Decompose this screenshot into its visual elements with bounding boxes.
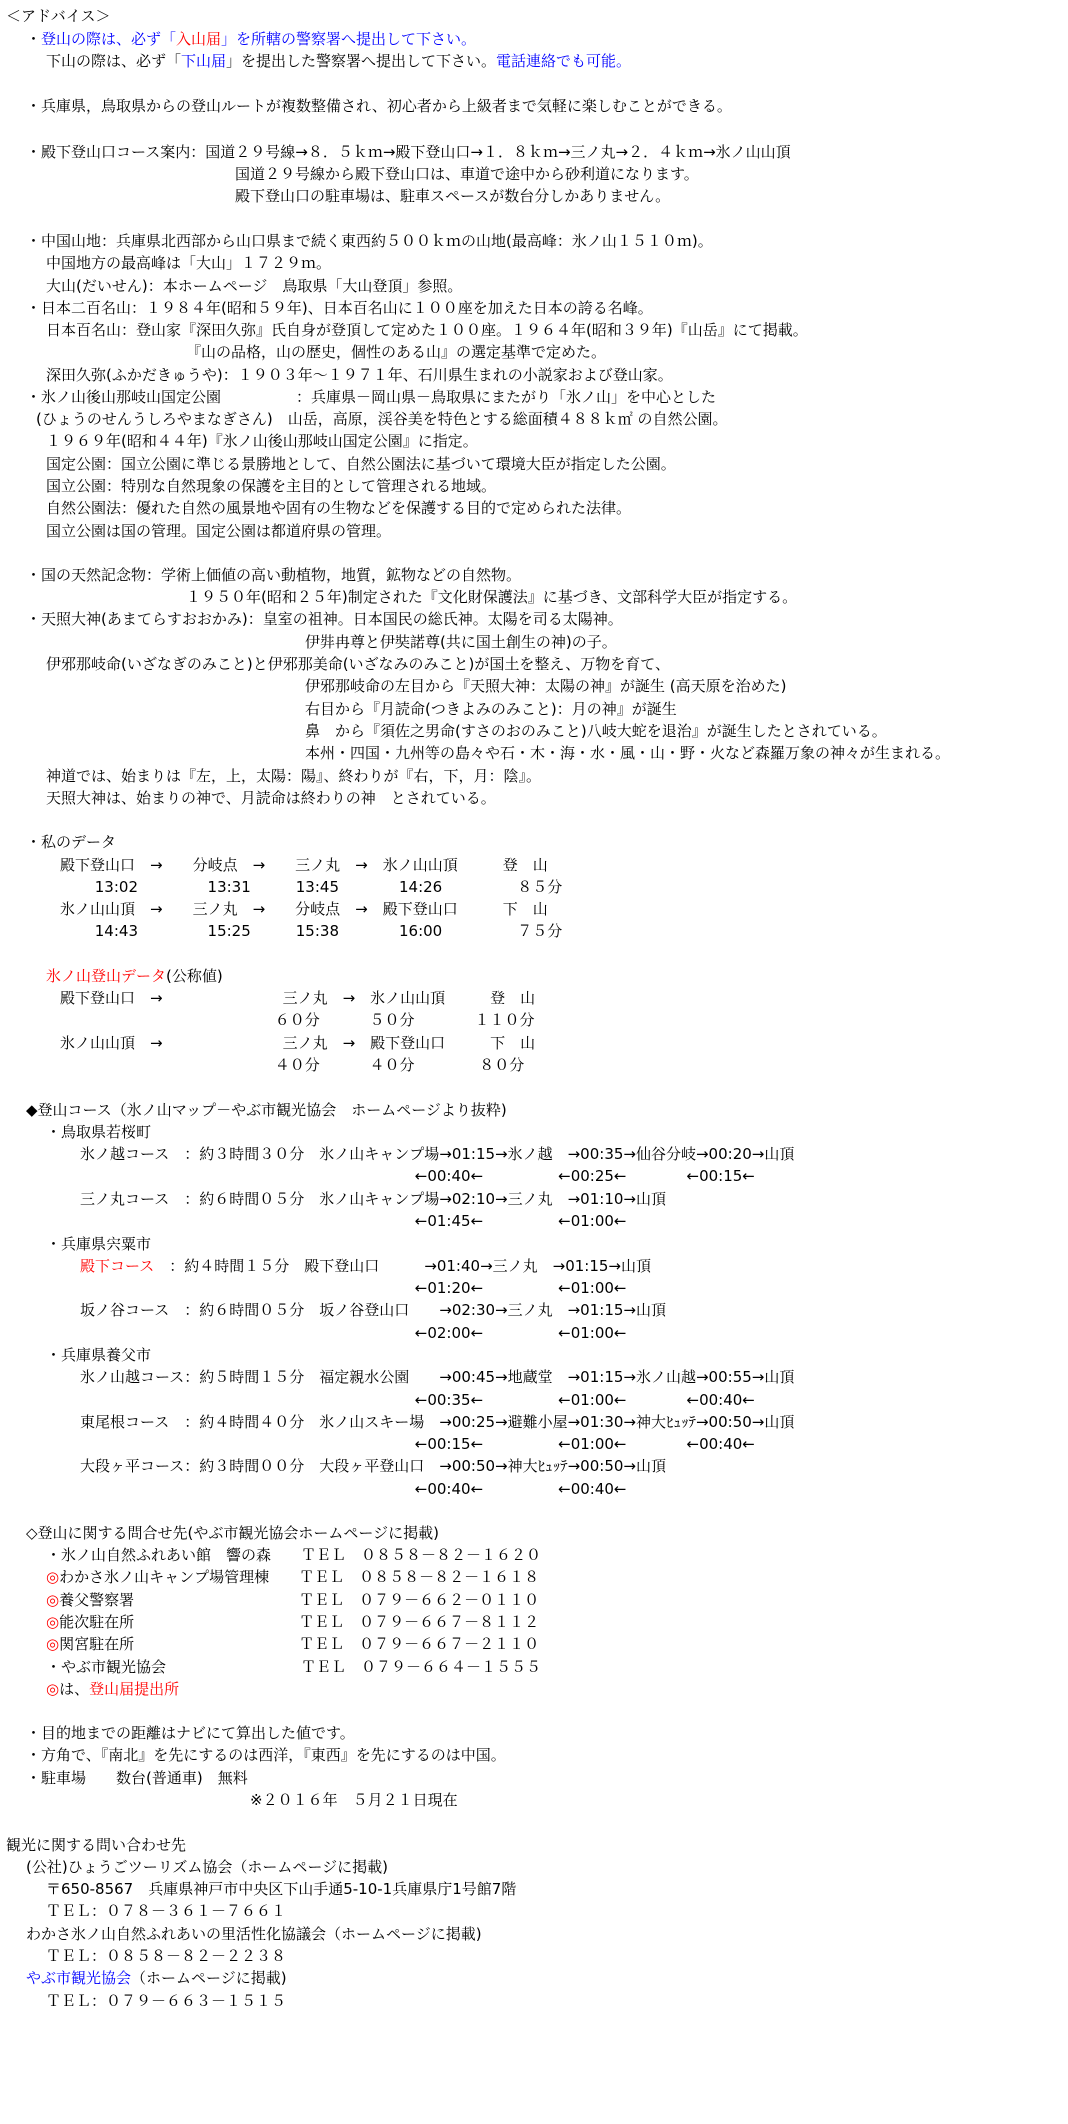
- text-line: [46, 766, 541, 786]
- text-line: [46, 1345, 151, 1365]
- text-segment: 電話連絡でも可能。: [496, 52, 632, 70]
- double-circle-mark-icon: ◎: [46, 1635, 60, 1653]
- text-segment: 伊邪那岐命(いざなぎのみこと)と伊邪那美命(いざなみのみこと)が国土を整え、万物を育て、: [46, 655, 671, 673]
- text-line: [305, 743, 950, 763]
- text-segment: 能次駐在所 ＴＥＬ ０７９－６６７－８１１２: [59, 1613, 540, 1631]
- text-segment: ←00:40← ←00:25← ←00:15←: [80, 1167, 755, 1185]
- text-segment: （ホームページに掲載): [131, 1969, 287, 1987]
- text-segment: ６０分 ５０分 １１０分: [60, 1011, 535, 1029]
- text-line: [80, 1189, 666, 1209]
- text-line: [26, 96, 732, 116]
- text-line: [46, 1657, 541, 1677]
- text-segment: 氷ノ山山頂 → 三ノ丸 → 分岐点 → 殿下登山口 下 山: [60, 900, 548, 918]
- text-segment: ←00:40← ←00:40←: [80, 1480, 627, 1498]
- text-line: [46, 498, 631, 518]
- text-segment: ・天照大神(あまてらすおおかみ)：皇室の祖神。日本国民の総氏神。太陽を司る太陽神。: [26, 610, 623, 628]
- text-segment: 入山届: [176, 30, 222, 48]
- text-segment: ・兵庫県，鳥取県からの登山ルートが複数整備され、初心者から上級者まで気軽に楽しむことができる。: [26, 97, 732, 115]
- double-circle-mark-icon: ◎: [46, 1591, 60, 1609]
- text-line: [80, 1434, 755, 1454]
- text-line: [60, 988, 535, 1008]
- text-segment: 自然公園法：優れた自然の風景地や固有の生物などを保護する目的で定められた法律。: [46, 499, 632, 517]
- text-segment: 殿下登山口の駐車場は、駐車スペースが数台分しかありません。: [235, 187, 671, 205]
- text-segment: 三ノ丸コース ：約６時間０５分 氷ノ山キャンプ場→02:10→三ノ丸 →01:10→山頂: [80, 1190, 666, 1208]
- text-line: [46, 51, 631, 71]
- text-segment: ◇登山に関する問合せ先(やぶ市観光協会ホームページに掲載): [26, 1524, 439, 1542]
- text-segment: 『山の品格，山の歴史，個性のある山』の選定基準で定めた。: [186, 343, 607, 361]
- text-segment: 下山の際は、必ず「: [46, 52, 182, 70]
- text-line: [250, 1790, 458, 1810]
- text-line: [46, 1612, 539, 1632]
- text-segment: 天照大神は、始まりの神で、月読命は終わりの神 とされている。: [46, 789, 496, 807]
- text-segment: 伊弉冉尊と伊奘諾尊(共に国土創生の神)の子。: [305, 633, 617, 651]
- text-line: [26, 1100, 507, 1120]
- text-line: [26, 298, 653, 318]
- text-line: [26, 1768, 248, 1788]
- text-line: [80, 1300, 666, 1320]
- text-line: [26, 1723, 355, 1743]
- text-segment: 右目から『月読命(つきよみのみこと)：月の神』が誕生: [305, 700, 677, 718]
- text-segment: ←00:35← ←01:00← ←00:40←: [80, 1391, 755, 1409]
- text-segment: 伊邪那岐命の左目から『天照大神：太陽の神』が誕生 (高天原を治めた): [305, 677, 787, 695]
- text-segment: ：約４時間１５分 殿下登山口 →01:40→三ノ丸 →01:15→山頂: [154, 1257, 651, 1275]
- text-segment: ・中国山地：兵庫県北西部から山口県まで続く東西約５００ｋｍの山地(最高峰：氷ノ山１５１０ｍ)。: [26, 232, 713, 250]
- text-line: [26, 1523, 439, 1543]
- text-segment: ←02:00← ←01:00←: [80, 1324, 627, 1342]
- text-segment: 氷ノ山越コース：約５時間１５分 福定親水公園 →00:45→地蔵堂 →01:15→氷ノ山越→00:55→山頂: [80, 1368, 795, 1386]
- text-segment: ＜アドバイス＞: [6, 7, 111, 25]
- text-segment: ・氷ノ山自然ふれあい館 響の森 ＴＥＬ ０８５８－８２－１６２０: [46, 1546, 542, 1564]
- text-line: [80, 1367, 794, 1387]
- text-segment: １９６９年(昭和４４年)『氷ノ山後山那岐山国定公園』に指定。: [46, 432, 478, 450]
- text-line: [60, 1033, 535, 1053]
- text-line: [235, 186, 670, 206]
- text-segment: わかさ氷ノ山自然ふれあいの里活性化協議会（ホームページに掲載): [26, 1925, 482, 1943]
- text-line: [80, 1456, 666, 1476]
- text-segment: ・兵庫県宍粟市: [46, 1235, 152, 1253]
- double-circle-mark-icon: ◎: [46, 1680, 60, 1698]
- text-line: [46, 476, 496, 496]
- text-segment: 殿下登山口 → 分岐点 → 三ノ丸 → 氷ノ山山頂 登 山: [60, 856, 548, 874]
- text-segment: ←01:20← ←01:00←: [80, 1279, 627, 1297]
- text-segment: １９５０年(昭和２５年)制定された『文化財保護法』に基づき、文部科学大臣が指定する。: [186, 588, 798, 606]
- text-line: [60, 921, 562, 941]
- text-segment: 殿下コース: [80, 1257, 155, 1275]
- text-line: [46, 320, 808, 340]
- text-segment: ・方角で、『南北』を先にするのは西洋，『東西』を先にするのは中国。: [26, 1746, 506, 1764]
- text-line: [80, 1390, 755, 1410]
- text-segment: 氷ノ越コース ：約３時間３０分 氷ノ山キャンプ場→01:15→氷ノ越 →00:35→仙谷分岐→00:20→山頂: [80, 1145, 795, 1163]
- text-segment: 日本百名山：登山家『深田久弥』氏自身が登頂して定めた１００座。１９６４年(昭和３９年)『山岳』にて掲載。: [46, 321, 808, 339]
- text-segment: ◆登山コース（氷ノ山マップ－やぶ市観光協会 ホームページより抜粋): [26, 1101, 507, 1119]
- text-line: [26, 387, 716, 407]
- text-segment: 登山届提出所: [89, 1680, 180, 1698]
- text-line: [26, 832, 116, 852]
- text-segment: 関宮駐在所 ＴＥＬ ０７９－６６７－２１１０: [59, 1635, 540, 1653]
- text-line: [46, 1545, 541, 1565]
- text-line: [26, 231, 713, 251]
- text-segment: ＴＥＬ：０７８－３６１－７６６１: [46, 1902, 287, 1920]
- text-line: [46, 1122, 151, 1142]
- text-segment: (公称値): [166, 967, 223, 985]
- text-line: [80, 1479, 627, 1499]
- text-segment: 坂ノ谷コース ：約６時間０５分 坂ノ谷登山口 →02:30→三ノ丸 →01:15→山頂: [80, 1301, 666, 1319]
- text-segment: 14:43 15:25 15:38 16:00 ７５分: [60, 922, 563, 940]
- text-line: [60, 1010, 535, 1030]
- text-segment: 〒650-8567 兵庫県神戸市中央区下山手通5-10-1兵庫県庁1号館7階: [46, 1880, 517, 1898]
- text-line: [305, 721, 887, 741]
- text-line: [26, 565, 521, 585]
- text-segment: 国道２９号線から殿下登山口は、車道で途中から砂利道になります。: [235, 165, 699, 183]
- text-line: [80, 1323, 627, 1343]
- text-line: [46, 1946, 286, 1966]
- text-line: [60, 899, 548, 919]
- text-line: [46, 1234, 151, 1254]
- text-line: [46, 788, 496, 808]
- text-segment: ←01:45← ←01:00←: [80, 1212, 627, 1230]
- text-segment: 国定公園：国立公園に準じる景勝地として、自然公園法に基づいて環境大臣が指定した公園。: [46, 455, 676, 473]
- text-line: [80, 1144, 794, 1164]
- text-line: [46, 1901, 286, 1921]
- text-line: [60, 1055, 524, 1075]
- text-segment: 大山(だいせん)：本ホームページ 鳥取県「大山登頂」参照。: [46, 277, 463, 295]
- text-segment: わかさ氷ノ山キャンプ場管理棟 ＴＥＬ ０８５８－８２－１６１８: [59, 1568, 540, 1586]
- text-segment: ＴＥＬ：０７９－６６３－１５１５: [46, 1992, 287, 2010]
- text-segment: ・兵庫県養父市: [46, 1346, 152, 1364]
- text-segment: 登山の際は、必ず「: [41, 30, 177, 48]
- text-segment: 東尾根コース ：約４時間４０分 氷ノ山スキー場 →00:25→避難小屋→01:30→神大ﾋｭｯﾃ→00:50→山頂: [80, 1413, 795, 1431]
- text-segment: 養父警察署 ＴＥＬ ０７９－６６２－０１１０: [59, 1591, 540, 1609]
- text-segment: ・やぶ市観光協会 ＴＥＬ ０７９－６６４－１５５５: [46, 1658, 542, 1676]
- text-line: [36, 409, 727, 429]
- text-segment: ・氷ノ山後山那岐山国定公園 ：兵庫県－岡山県－鳥取県にまたがり「氷ノ山」を中心とした: [26, 388, 717, 406]
- text-segment: 」を提出した警察署へ提出して下さい。: [226, 52, 497, 70]
- text-line: [46, 1991, 286, 2011]
- text-segment: 13:02 13:31 13:45 14:26 ８５分: [60, 878, 563, 896]
- text-line: [186, 587, 797, 607]
- text-segment: 鼻 から『須佐之男命(すさのおのみこと)八岐大蛇を退治』が誕生したとされている。: [305, 722, 887, 740]
- text-line: [46, 454, 676, 474]
- text-line: [80, 1211, 627, 1231]
- text-segment: ※２０１６年 ５月２１日現在: [250, 1791, 458, 1809]
- text-segment: 国立公園は国の管理。国定公園は都道府県の管理。: [46, 522, 392, 540]
- text-line: [26, 609, 623, 629]
- text-line: [46, 1634, 539, 1654]
- double-circle-mark-icon: ◎: [46, 1568, 60, 1586]
- text-segment: やぶ市観光協会: [26, 1969, 132, 1987]
- text-line: [26, 29, 476, 49]
- text-segment: ・日本二百名山：１９８４年(昭和５９年)、日本百名山に１００座を加えた日本の誇る名峰。: [26, 299, 653, 317]
- text-line: [305, 699, 677, 719]
- text-segment: 」を所轄の警察署へ提出して下さい。: [221, 30, 477, 48]
- text-line: [46, 1679, 179, 1699]
- text-line: [60, 855, 548, 875]
- text-line: [46, 253, 331, 273]
- text-line: [305, 676, 786, 696]
- text-line: [46, 276, 462, 296]
- text-line: [46, 521, 391, 541]
- text-segment: 深田久弥(ふかだきゅうや)：１９０３年～１９７１年、石川県生まれの小説家および登山家。: [46, 366, 673, 384]
- text-segment: は、: [59, 1680, 90, 1698]
- text-segment: ＴＥＬ：０８５８－８２－２２３８: [46, 1947, 287, 1965]
- text-segment: 氷ノ山山頂 → 三ノ丸 → 殿下登山口 下 山: [60, 1034, 536, 1052]
- text-segment: 氷ノ山登山データ: [46, 967, 167, 985]
- text-segment: ・殿下登山口コース案内：国道２９号線→８．５ｋｍ→殿下登山口→１．８ｋｍ→三ノ丸→２．４ｋｍ→氷ノ山山頂: [26, 143, 791, 161]
- text-line: [305, 632, 617, 652]
- text-segment: ４０分 ４０分 ８０分: [60, 1056, 525, 1074]
- text-segment: ・鳥取県若桜町: [46, 1123, 152, 1141]
- text-line: [6, 6, 111, 26]
- text-segment: 中国地方の最高峰は「大山」１７２９ｍ。: [46, 254, 332, 272]
- text-line: [6, 1835, 186, 1855]
- text-line: [26, 1857, 388, 1877]
- text-line: [46, 431, 478, 451]
- text-segment: ←00:15← ←01:00← ←00:40←: [80, 1435, 755, 1453]
- text-line: [235, 164, 699, 184]
- text-line: [60, 877, 562, 897]
- text-segment: 殿下登山口 → 三ノ丸 → 氷ノ山山頂 登 山: [60, 989, 536, 1007]
- text-line: [26, 1924, 482, 1944]
- text-segment: ・: [26, 30, 42, 48]
- text-line: [46, 1879, 516, 1899]
- text-segment: (公社)ひょうごツーリズム協会（ホームページに掲載): [26, 1858, 388, 1876]
- text-line: [80, 1256, 651, 1276]
- text-line: [80, 1278, 627, 1298]
- text-line: [186, 342, 606, 362]
- text-line: [26, 1968, 287, 1988]
- text-line: [46, 654, 670, 674]
- text-line: [26, 1745, 506, 1765]
- text-segment: ・国の天然記念物：学術上価値の高い動植物，地質，鉱物などの自然物。: [26, 566, 522, 584]
- text-line: [46, 966, 223, 986]
- double-circle-mark-icon: ◎: [46, 1613, 60, 1631]
- text-line: [26, 142, 791, 162]
- text-line: [80, 1166, 755, 1186]
- text-segment: 国立公園：特別な自然現象の保護を主目的として管理される地域。: [46, 477, 497, 495]
- text-line: [46, 1590, 539, 1610]
- text-line: [46, 1567, 539, 1587]
- text-segment: (ひょうのせんうしろやまなぎさん) 山岳，高原，渓谷美を特色とする総面積４８８ｋ㎡ の自然公園。: [36, 410, 728, 428]
- text-segment: 本州・四国・九州等の島々や石・木・海・水・風・山・野・火など森羅万象の神々が生まれる。: [305, 744, 951, 762]
- text-line: [80, 1412, 794, 1432]
- text-segment: 下山届: [181, 52, 227, 70]
- text-segment: 大段ヶ平コース：約３時間００分 大段ヶ平登山口 →00:50→神大ﾋｭｯﾃ→00:50→山頂: [80, 1457, 666, 1475]
- text-line: [46, 365, 673, 385]
- text-segment: ・私のデータ: [26, 833, 117, 851]
- text-segment: 神道では、始まりは『左，上，太陽：陽』、終わりが『右，下，月：陰』。: [46, 767, 542, 785]
- text-segment: ・駐車場 数台(普通車) 無料: [26, 1769, 248, 1787]
- text-segment: 観光に関する問い合わせ先: [6, 1836, 187, 1854]
- text-segment: ・目的地までの距離はナビにて算出した値です。: [26, 1724, 355, 1742]
